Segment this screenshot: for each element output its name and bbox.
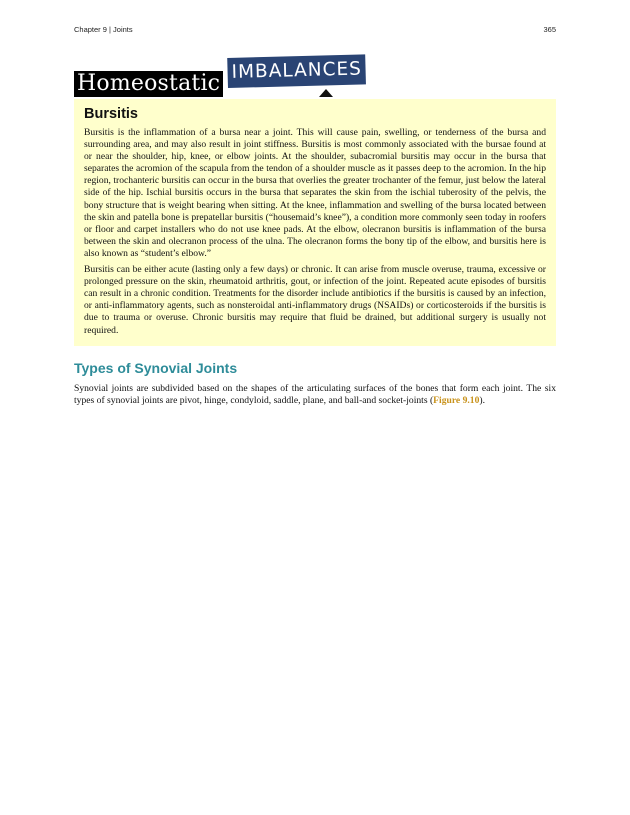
homeostatic-imbalances-banner <box>74 57 394 99</box>
banner-pointer-icon <box>319 89 333 97</box>
page-number: 365 <box>543 25 556 34</box>
section-text-before-ref: Synovial joints are subdivided based on the shapes of the articulating surfaces of the bones that form each joint. The six types of synovial joints are pivot, hinge, condyloid, saddle, plane, and ball-and socket-joints ( <box>74 383 556 407</box>
feature-box-title: Bursitis <box>84 106 138 122</box>
banner-word-imbalances: IMBALANCES <box>227 54 366 88</box>
section-title: Types of Synovial Joints <box>74 360 238 376</box>
chapter-label: Chapter 9 | Joints <box>74 25 133 34</box>
feature-paragraph-1: Bursitis is the inflammation of a bursa near a joint. This will cause pain, swelling, or tenderness of the bursa and surrounding area, and may also result in joint stiffness. Bursitis is most commonly associated with the bursae found at or near the shoulder, hip, knee, or elbow joints. At the shoulder, subacromial bursitis may occur in the bursa that separates the acromion of the scapula from the tendon of a shoulder muscle as it passes deep to the acromion. In the hip region, trochanteric bursitis can occur in the bursa that overlies the greater trochanter of the femur, just below the lateral side of the hip. Ischial bursitis occurs in the bursa that separates the skin from the ischial tuberosity of the pelvis, the bony structure that is weight bearing when sitting. At the knee, inflammation and swelling of the bursa located between the skin and patella bone is prepatellar bursitis (“housemaid’s knee”), a condition more commonly seen today in roofers or floor and carpet installers who do not use knee pads. At the elbow, olecranon bursitis is inflammation of the bursa between the skin and olecranon process of the ulna. The olecranon forms the bony tip of the elbow, and bursitis here is also known as “student’s elbow.” <box>84 127 546 259</box>
feature-paragraph-2: Bursitis can be either acute (lasting only a few days) or chronic. It can arise from muscle overuse, trauma, excessive or prolonged pressure on the skin, rheumatoid arthritis, gout, or infection of the joint. Repeated acute episodes of bursitis can result in a chronic condition. Treatments for the disorder include antibiotics if the bursitis is caused by an infection, or anti-inflammatory agents, such as nonsteroidal anti-inflammatory drugs (NSAIDs) or corticosteroids if the bursitis is due to trauma or overuse. Chronic bursitis may require that fluid be drained, but additional surgery is usually not required. <box>84 264 546 336</box>
section-text-after-ref: ). <box>479 395 485 407</box>
feature-box <box>74 99 556 346</box>
section-paragraph <box>74 383 556 407</box>
figure-link[interactable]: Figure 9.10 <box>433 395 480 407</box>
banner-word-homeostatic: Homeostatic <box>74 71 223 97</box>
